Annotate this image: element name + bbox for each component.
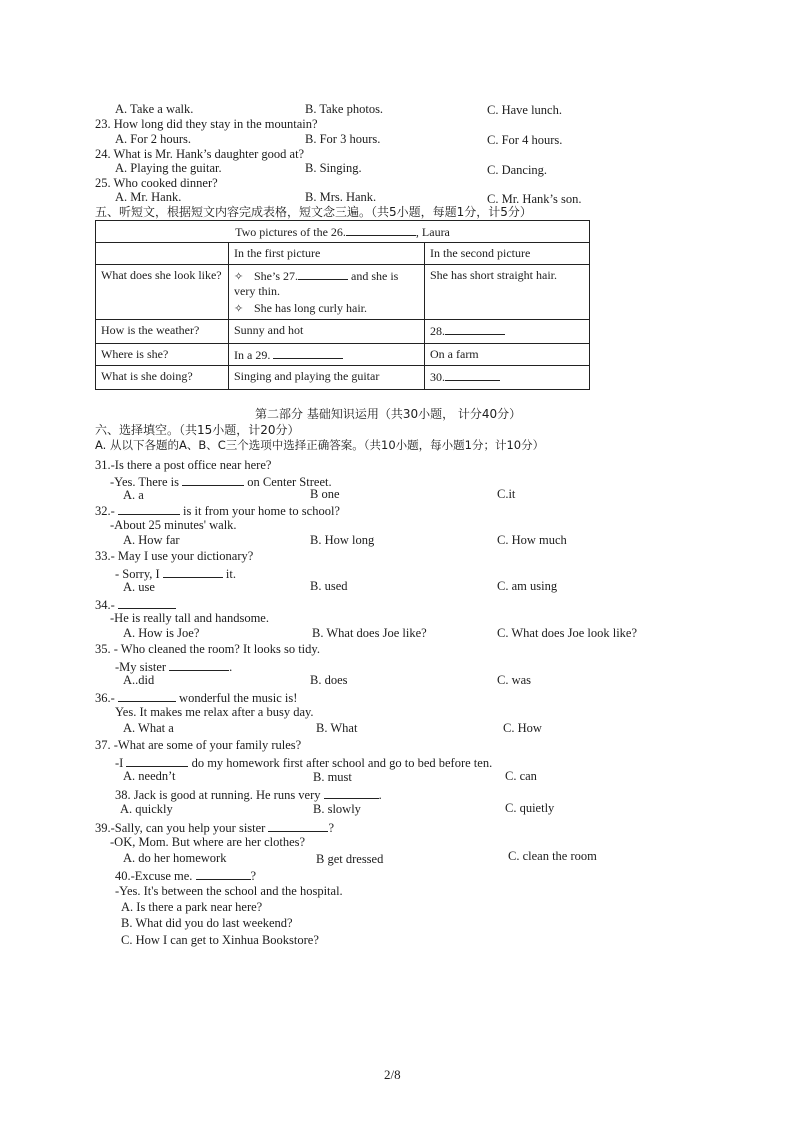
- blank-30-label: 30.: [430, 369, 445, 384]
- q31-option-c: C.it: [497, 487, 516, 501]
- q23-option-b: B. For 3 hours.: [305, 132, 381, 146]
- section-a-heading: A. 从以下各题的A、B、C三个选项中选择正确答案。（共10小题，每小题1分；计10分）: [95, 438, 545, 452]
- q36-line2: Yes. It makes me relax after a busy day.: [115, 705, 314, 719]
- answer-blank-28[interactable]: [445, 323, 505, 335]
- answer-blank-26[interactable]: [346, 224, 416, 236]
- listening-table: [95, 220, 590, 390]
- q40-option-a: A. Is there a park near here?: [121, 900, 263, 914]
- q38-option-c: C. quietly: [505, 801, 555, 815]
- cell-look-first: [229, 265, 425, 319]
- q32-option-b: B. How long: [310, 533, 375, 547]
- q25-option-a: A. Mr. Hank.: [115, 190, 182, 204]
- answer-blank-29[interactable]: [273, 347, 343, 359]
- row-label-look: What does she look like?: [96, 265, 229, 319]
- table-title-prefix: Two pictures of the 26.: [235, 225, 346, 239]
- diamond-bullet-icon: ✧: [234, 270, 244, 284]
- q33-option-a: A. use: [123, 580, 155, 594]
- q35-line2: -My sister .: [115, 660, 233, 674]
- q38-option-b: B. slowly: [313, 802, 361, 816]
- q31-line1: 31.-Is there a post office near here?: [95, 458, 272, 472]
- cell-doing-first: Singing and playing the guitar: [229, 365, 425, 389]
- q39-option-b: B get dressed: [316, 852, 384, 866]
- cell-weather-second: [425, 319, 590, 343]
- q40-option-b: B. What did you do last weekend?: [121, 916, 293, 930]
- q23-option-c: C. For 4 hours.: [487, 133, 563, 147]
- q40-option-c: C. How I can get to Xinhua Bookstore?: [121, 933, 319, 947]
- q24-stem: 24. What is Mr. Hank’s daughter good at?: [95, 147, 305, 161]
- look-line1-prefix: She’s 27.: [254, 269, 299, 284]
- q22-option-c: C. Have lunch.: [487, 103, 562, 117]
- blank-28-label: 28.: [430, 323, 445, 338]
- q32-line2: -About 25 minutes' walk.: [110, 518, 237, 532]
- q34-option-a: A. How is Joe?: [123, 626, 200, 640]
- q35-option-a: A..did: [123, 673, 155, 687]
- q35-line1: 35. - Who cleaned the room? It looks so tidy.: [95, 642, 320, 656]
- q22-option-b: B. Take photos.: [305, 102, 384, 116]
- q33-line2: - Sorry, I it.: [115, 567, 236, 581]
- q37-option-b: B. must: [313, 770, 352, 784]
- section-5-heading: 五、听短文，根据短文内容完成表格，短文念三遍。（共5小题，每题1分，计5分）: [95, 205, 532, 219]
- q33-option-b: B. used: [310, 579, 348, 593]
- table-title-cell: [96, 221, 590, 243]
- q40-line1: 40.-Excuse me. ?: [115, 869, 257, 883]
- q38-option-a: A. quickly: [120, 802, 173, 816]
- table-corner-cell: [96, 243, 229, 265]
- blank-29-label: In a 29.: [234, 347, 271, 362]
- look-line1-suffix: and she is very thin.: [234, 269, 399, 298]
- q36-line1: 36.- wonderful the music is!: [95, 691, 298, 705]
- q24-option-b: B. Singing.: [305, 161, 362, 175]
- row-label-doing: What is she doing?: [96, 365, 229, 389]
- q25-option-b: B. Mrs. Hank.: [305, 190, 377, 204]
- q37-option-a: A. needn’t: [123, 769, 176, 783]
- cell-doing-second: [425, 365, 590, 389]
- answer-blank-30[interactable]: [445, 369, 500, 381]
- q25-option-c: C. Mr. Hank’s son.: [487, 192, 582, 206]
- q34-answer-blank[interactable]: [118, 597, 176, 609]
- row-label-where: Where is she?: [96, 343, 229, 365]
- q39-option-c: C. clean the room: [508, 849, 597, 863]
- q36-option-c: C. How: [503, 721, 542, 735]
- q39-line1: 39.-Sally, can you help your sister ?: [95, 821, 335, 835]
- q32-line1: 32.- is it from your home to school?: [95, 504, 340, 518]
- q36-option-b: B. What: [316, 721, 358, 735]
- q37-answer-blank[interactable]: [126, 755, 188, 767]
- answer-blank-27[interactable]: [298, 268, 348, 280]
- q31-option-a: A. a: [123, 488, 144, 502]
- q23-option-a: A. For 2 hours.: [115, 132, 192, 146]
- cell-where-second: On a farm: [425, 343, 590, 365]
- q33-line1: 33.- May I use your dictionary?: [95, 549, 254, 563]
- col-first-picture: In the first picture: [229, 243, 425, 265]
- q32-option-a: A. How far: [123, 533, 180, 547]
- q31-option-b: B one: [310, 487, 340, 501]
- q34-option-c: C. What does Joe look like?: [497, 626, 638, 640]
- q39-option-a: A. do her homework: [123, 851, 227, 865]
- q24-option-a: A. Playing the guitar.: [115, 161, 222, 175]
- q23-stem: 23. How long did they stay in the mountain?: [95, 117, 318, 131]
- diamond-bullet-icon: ✧: [234, 302, 244, 316]
- cell-look-second: She has short straight hair.: [425, 265, 590, 319]
- q33-answer-blank[interactable]: [163, 566, 223, 578]
- section-6-heading: 六、选择填空。（共15小题，计20分）: [95, 423, 300, 437]
- q31-line2: -Yes. There is on Center Street.: [110, 475, 332, 489]
- q40-answer-blank[interactable]: [196, 868, 251, 880]
- page-number: 2/8: [384, 1067, 401, 1082]
- col-second-picture: In the second picture: [425, 243, 590, 265]
- q34-line1: 34.-: [95, 597, 176, 612]
- look-line2: She has long curly hair.: [254, 301, 367, 316]
- q37-option-c: C. can: [505, 769, 537, 783]
- q39-answer-blank[interactable]: [268, 820, 328, 832]
- q22-option-a: A. Take a walk.: [115, 102, 194, 116]
- q33-option-c: C. am using: [497, 579, 558, 593]
- table-title-suffix: , Laura: [415, 225, 450, 239]
- q34-line2: -He is really tall and handsome.: [110, 611, 269, 625]
- q37-line1: 37. -What are some of your family rules?: [95, 738, 302, 752]
- q35-option-c: C. was: [497, 673, 532, 687]
- q35-answer-blank[interactable]: [169, 659, 229, 671]
- q32-option-c: C. How much: [497, 533, 567, 547]
- q24-option-c: C. Dancing.: [487, 163, 548, 177]
- q40-line2: -Yes. It's between the school and the hospital.: [115, 884, 343, 898]
- q36-answer-blank[interactable]: [118, 690, 176, 702]
- cell-weather-first: Sunny and hot: [229, 319, 425, 343]
- q32-answer-blank[interactable]: [118, 503, 180, 515]
- q38-line1: 38. Jack is good at running. He runs very .: [115, 788, 382, 802]
- q39-line2: -OK, Mom. But where are her clothes?: [110, 835, 306, 849]
- q31-answer-blank[interactable]: [182, 474, 244, 486]
- q36-option-a: A. What a: [123, 721, 174, 735]
- q35-option-b: B. does: [310, 673, 348, 687]
- q37-line2: -I do my homework first after school and go to bed before ten.: [115, 756, 493, 770]
- q38-answer-blank[interactable]: [324, 787, 379, 799]
- part-2-heading: 第二部分 基础知识运用（共30小题， 计分40分）: [255, 407, 522, 421]
- row-label-weather: How is the weather?: [96, 319, 229, 343]
- q25-stem: 25. Who cooked dinner?: [95, 176, 218, 190]
- cell-where-first: [229, 343, 425, 365]
- q34-option-b: B. What does Joe like?: [312, 626, 427, 640]
